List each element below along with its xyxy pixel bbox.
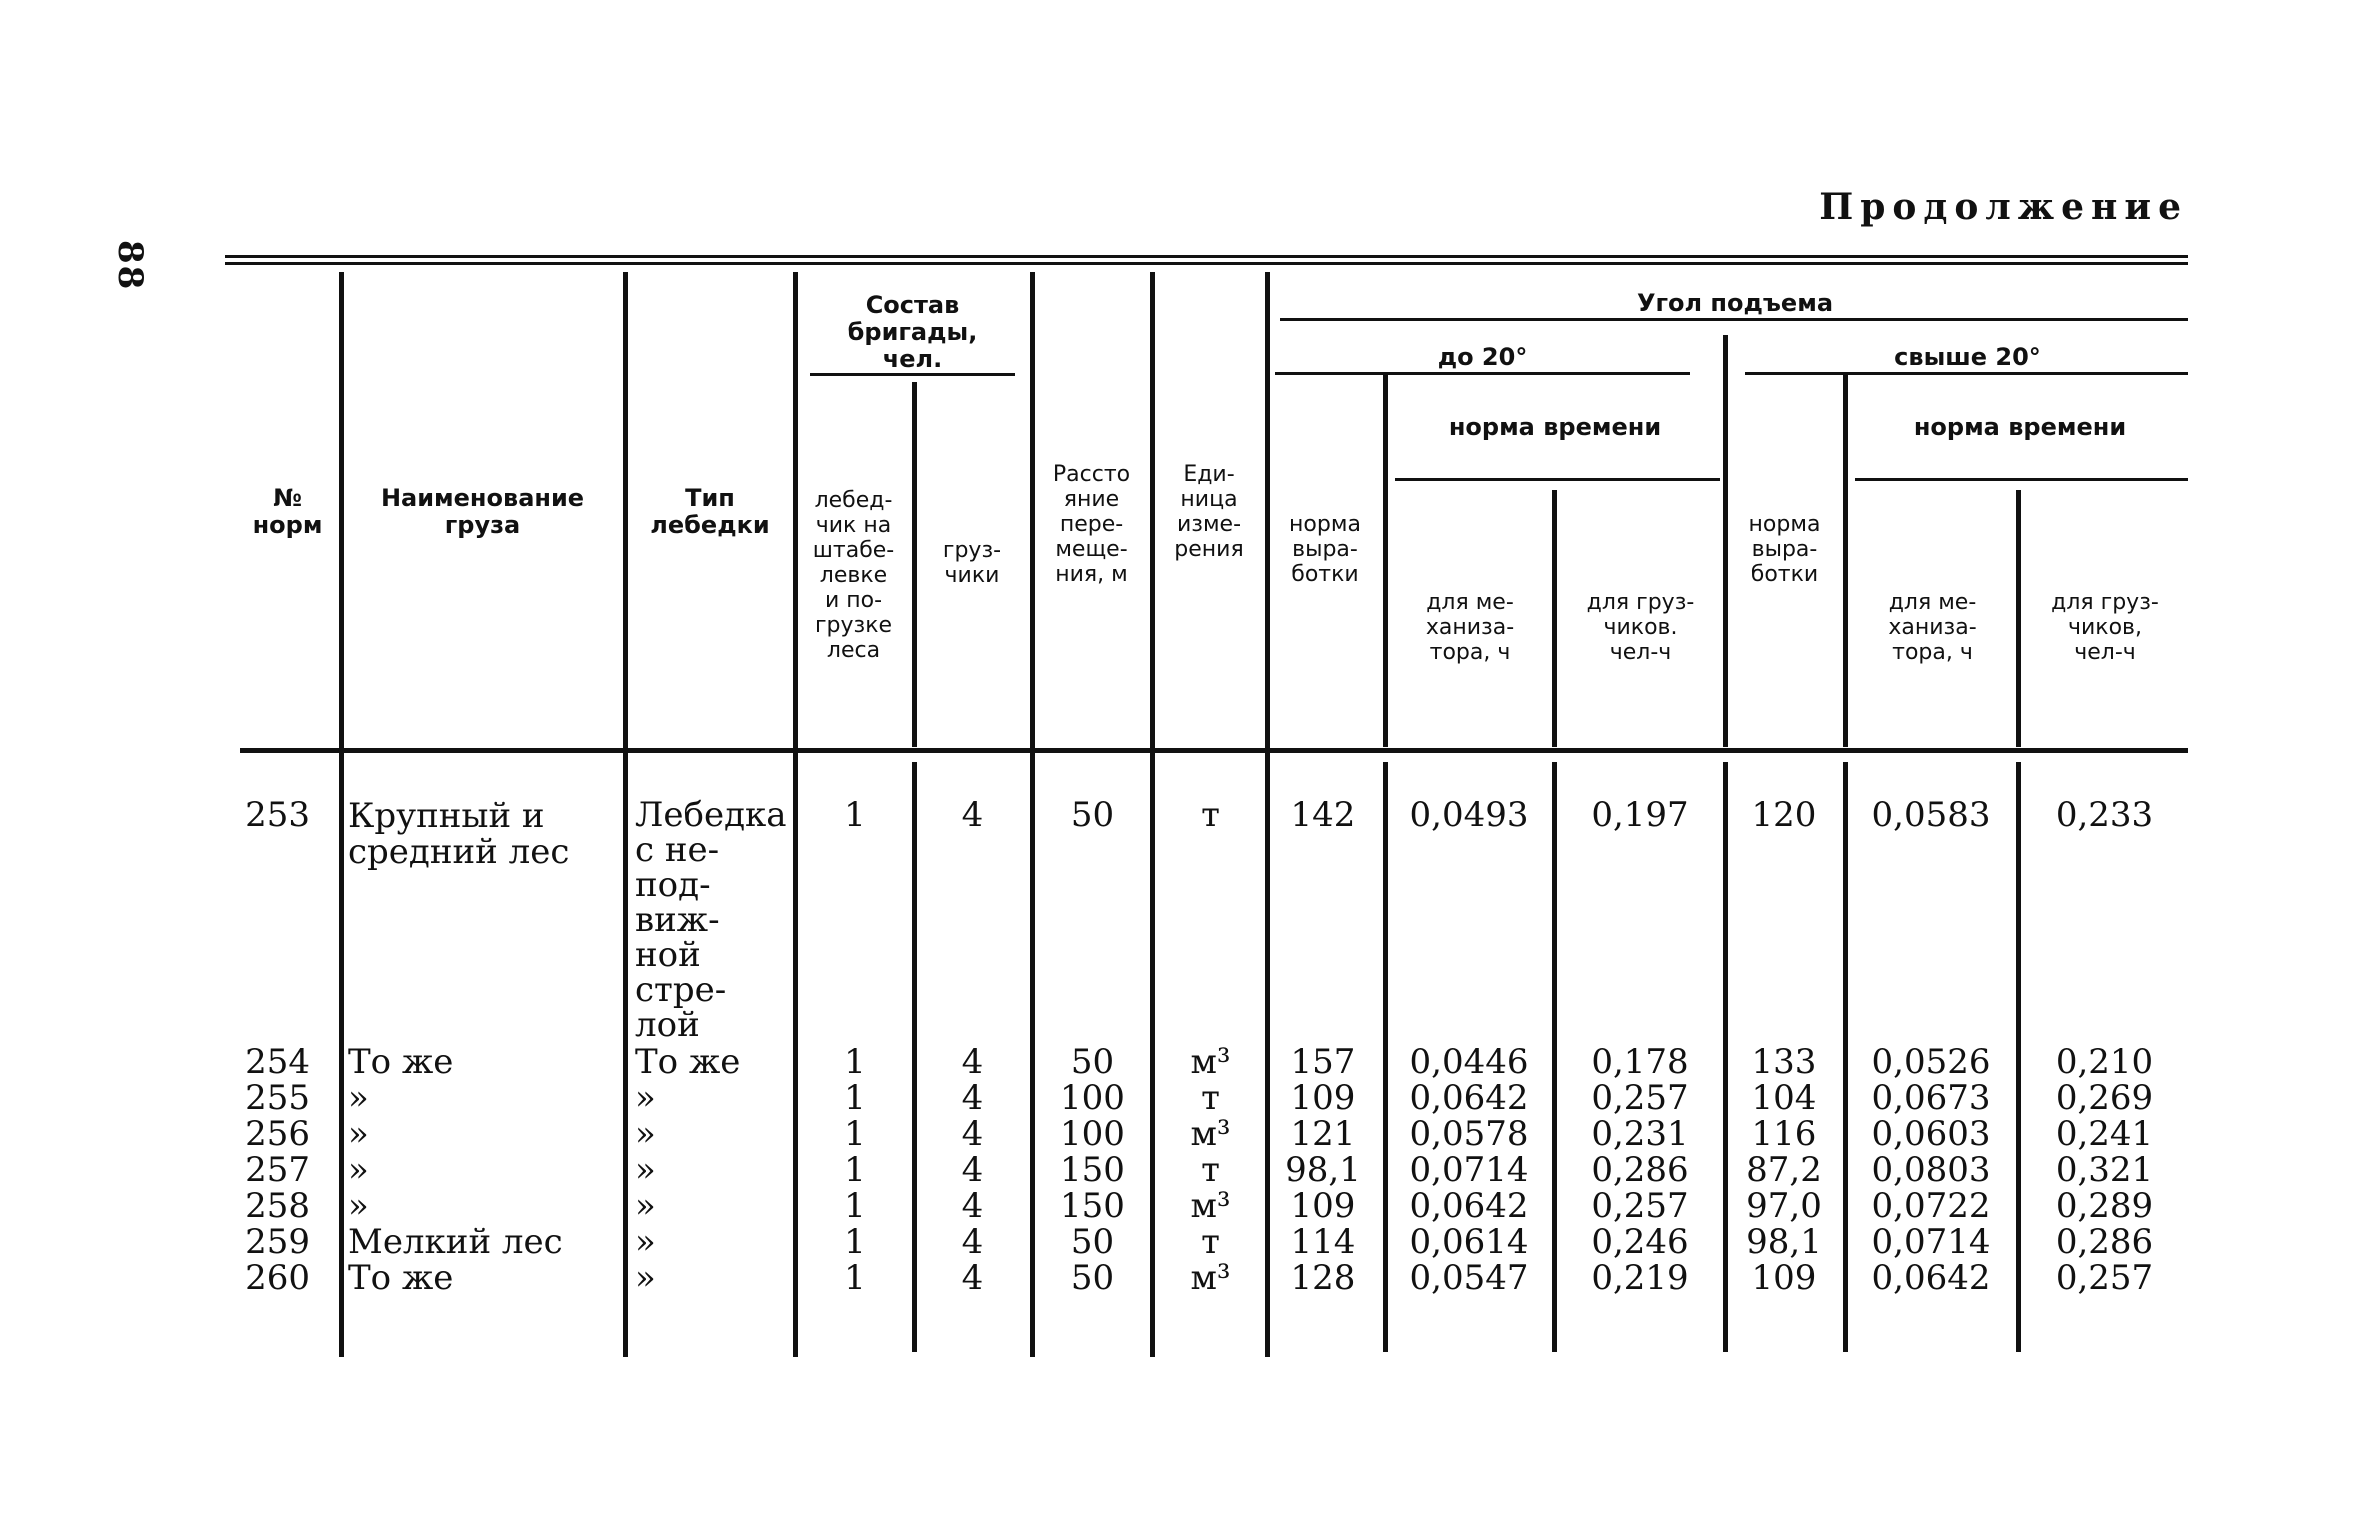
cell-cargo: » bbox=[348, 1186, 369, 1226]
cell-cargo: » bbox=[348, 1078, 369, 1118]
cell-output-over20: 109 bbox=[1751, 1258, 1817, 1298]
cell-distance: 50 bbox=[1070, 1258, 1115, 1298]
cell-crew-loaders: 4 bbox=[961, 1150, 984, 1190]
cell-winch-type: » bbox=[635, 1258, 656, 1298]
col-divider bbox=[1150, 272, 1155, 1357]
table-top-rule bbox=[225, 255, 2188, 265]
header-for-loaders-2: для груз- чиков, чел-ч bbox=[2051, 590, 2159, 665]
cell-norm-no: 255 bbox=[245, 1078, 310, 1118]
col-divider bbox=[1843, 375, 1848, 747]
cell-crew-winch: 1 bbox=[844, 1186, 866, 1226]
cell-output-upto20: 128 bbox=[1290, 1258, 1356, 1298]
cell-mech-over20: 0,0722 bbox=[1871, 1186, 1991, 1226]
header-for-mechanic: для ме- ханиза- тора, ч bbox=[1425, 590, 1515, 665]
header-bottom-rule bbox=[240, 748, 2188, 753]
over20-subrule bbox=[1745, 372, 2188, 375]
cell-output-upto20: 142 bbox=[1290, 795, 1356, 835]
header-crew-loaders: груз- чики bbox=[942, 538, 1002, 588]
cell-mech-over20: 0,0526 bbox=[1871, 1042, 1991, 1082]
cell-output-upto20: 114 bbox=[1290, 1222, 1356, 1262]
cell-cargo: Мелкий лес bbox=[348, 1222, 563, 1262]
cell-mech-over20: 0,0583 bbox=[1871, 795, 1991, 835]
cell-loaders-upto20: 0,246 bbox=[1591, 1222, 1689, 1262]
cell-loaders-upto20: 0,286 bbox=[1591, 1150, 1689, 1190]
cell-mech-upto20: 0,0642 bbox=[1409, 1078, 1529, 1118]
cell-mech-over20: 0,0642 bbox=[1871, 1258, 1991, 1298]
cell-cargo: То же bbox=[348, 1258, 454, 1298]
cell-crew-winch: 1 bbox=[844, 1258, 866, 1298]
header-distance: Рассто яние пере- меще- ния, м bbox=[1052, 462, 1131, 587]
cell-winch-type: » bbox=[635, 1150, 656, 1190]
cell-loaders-over20: 0,257 bbox=[2055, 1258, 2154, 1298]
cell-mech-over20: 0,0673 bbox=[1871, 1078, 1991, 1118]
header-time-norm-2: норма времени bbox=[1913, 413, 2127, 441]
cell-cargo: То же bbox=[348, 1042, 454, 1082]
col-divider bbox=[1843, 762, 1848, 1352]
col-divider bbox=[1030, 272, 1035, 1357]
cell-output-upto20: 109 bbox=[1290, 1078, 1356, 1118]
cell-unit: м³ bbox=[1190, 1186, 1231, 1226]
cell-loaders-over20: 0,210 bbox=[2055, 1042, 2154, 1082]
cell-distance: 50 bbox=[1070, 1222, 1115, 1262]
continuation-label: Продолжение bbox=[1819, 186, 2188, 228]
cell-cargo: Крупный и средний лес bbox=[348, 796, 570, 872]
cell-cargo: » bbox=[348, 1114, 369, 1154]
time-norm-subrule bbox=[1395, 478, 1720, 481]
cell-mech-over20: 0,0603 bbox=[1871, 1114, 1991, 1154]
header-winch-type: Тип лебедки bbox=[650, 484, 770, 539]
cell-mech-upto20: 0,0446 bbox=[1409, 1042, 1529, 1082]
cell-unit: т bbox=[1201, 795, 1220, 835]
col-divider bbox=[1383, 762, 1388, 1352]
header-unit: Еди- ница изме- рения bbox=[1174, 462, 1244, 562]
header-for-loaders: для груз- чиков. чел-ч bbox=[1586, 590, 1695, 665]
cell-distance: 150 bbox=[1060, 1186, 1125, 1226]
cell-mech-over20: 0,0803 bbox=[1871, 1150, 1991, 1190]
cell-crew-winch: 1 bbox=[844, 1042, 866, 1082]
cell-norm-no: 258 bbox=[245, 1186, 310, 1226]
cell-crew-loaders: 4 bbox=[961, 1186, 984, 1226]
cell-unit: т bbox=[1201, 1150, 1220, 1190]
cell-loaders-over20: 0,269 bbox=[2055, 1078, 2154, 1118]
upto20-subrule bbox=[1275, 372, 1690, 375]
cell-crew-winch: 1 bbox=[844, 795, 866, 835]
cell-cargo: » bbox=[348, 1150, 369, 1190]
cell-crew-winch: 1 bbox=[844, 1078, 866, 1118]
cell-loaders-upto20: 0,197 bbox=[1591, 795, 1689, 835]
cell-loaders-upto20: 0,257 bbox=[1591, 1186, 1689, 1226]
cell-norm-no: 257 bbox=[245, 1150, 310, 1190]
cell-crew-loaders: 4 bbox=[961, 1078, 984, 1118]
cell-crew-winch: 1 bbox=[844, 1150, 866, 1190]
col-divider bbox=[2016, 762, 2021, 1352]
cell-unit: т bbox=[1201, 1078, 1220, 1118]
header-output-norm-2: норма выра- ботки bbox=[1748, 512, 1821, 587]
cell-crew-loaders: 4 bbox=[961, 795, 984, 835]
header-lift-angle: Угол подъема bbox=[1636, 289, 1834, 317]
cell-output-upto20: 109 bbox=[1290, 1186, 1356, 1226]
cell-output-over20: 87,2 bbox=[1746, 1150, 1822, 1190]
cell-mech-over20: 0,0714 bbox=[1871, 1222, 1991, 1262]
cell-distance: 50 bbox=[1070, 1042, 1115, 1082]
cell-output-upto20: 98,1 bbox=[1285, 1150, 1361, 1190]
col-divider bbox=[1383, 375, 1388, 747]
col-divider bbox=[912, 762, 917, 1352]
cell-distance: 100 bbox=[1060, 1078, 1125, 1118]
cell-unit: м³ bbox=[1190, 1114, 1231, 1154]
cell-winch-type: » bbox=[635, 1186, 656, 1226]
col-divider bbox=[623, 272, 628, 1357]
cell-loaders-upto20: 0,231 bbox=[1591, 1114, 1689, 1154]
cell-crew-loaders: 4 bbox=[961, 1114, 984, 1154]
cell-norm-no: 260 bbox=[245, 1258, 310, 1298]
cell-loaders-upto20: 0,219 bbox=[1591, 1258, 1689, 1298]
cell-norm-no: 253 bbox=[245, 795, 310, 835]
cell-loaders-over20: 0,286 bbox=[2055, 1222, 2154, 1262]
cell-loaders-over20: 0,233 bbox=[2055, 795, 2154, 835]
cell-crew-loaders: 4 bbox=[961, 1222, 984, 1262]
header-crew-winch-operator: лебед- чик на штабе- левке и по- грузке леса bbox=[812, 488, 895, 663]
time-norm-subrule bbox=[1855, 478, 2188, 481]
cell-norm-no: 259 bbox=[245, 1222, 310, 1262]
cell-norm-no: 256 bbox=[245, 1114, 310, 1154]
cell-crew-loaders: 4 bbox=[961, 1258, 984, 1298]
cell-mech-upto20: 0,0578 bbox=[1409, 1114, 1529, 1154]
cell-distance: 150 bbox=[1060, 1150, 1125, 1190]
page-number: 88 bbox=[110, 240, 150, 292]
cell-mech-upto20: 0,0642 bbox=[1409, 1186, 1529, 1226]
cell-unit: м³ bbox=[1190, 1042, 1231, 1082]
col-divider bbox=[1552, 762, 1557, 1352]
cell-output-upto20: 121 bbox=[1290, 1114, 1356, 1154]
cell-unit: м³ bbox=[1190, 1258, 1231, 1298]
cell-winch-type: » bbox=[635, 1078, 656, 1118]
cell-crew-loaders: 4 bbox=[961, 1042, 984, 1082]
cell-mech-upto20: 0,0714 bbox=[1409, 1150, 1529, 1190]
header-cargo: Наименование груза bbox=[380, 484, 585, 539]
cell-distance: 100 bbox=[1060, 1114, 1125, 1154]
cell-winch-type: Лебедка с не- под- виж- ной стре- лой bbox=[635, 795, 787, 1045]
header-norm-no: № норм bbox=[252, 484, 323, 539]
cell-output-over20: 120 bbox=[1751, 795, 1817, 835]
cell-output-over20: 104 bbox=[1751, 1078, 1817, 1118]
col-divider bbox=[2016, 490, 2021, 747]
cell-winch-type: » bbox=[635, 1222, 656, 1262]
cell-loaders-over20: 0,321 bbox=[2055, 1150, 2154, 1190]
header-for-mechanic-2: для ме- ханиза- тора, ч bbox=[1888, 590, 1977, 665]
cell-mech-upto20: 0,0493 bbox=[1409, 795, 1529, 835]
col-divider bbox=[1552, 490, 1557, 747]
angle-subrule bbox=[1280, 318, 2188, 321]
cell-crew-winch: 1 bbox=[844, 1114, 866, 1154]
cell-output-over20: 98,1 bbox=[1746, 1222, 1822, 1262]
col-divider bbox=[793, 272, 798, 1357]
cell-output-over20: 116 bbox=[1751, 1114, 1817, 1154]
cell-winch-type: То же bbox=[635, 1042, 741, 1082]
cell-output-upto20: 157 bbox=[1290, 1042, 1356, 1082]
cell-mech-upto20: 0,0614 bbox=[1409, 1222, 1529, 1262]
cell-loaders-upto20: 0,178 bbox=[1591, 1042, 1689, 1082]
header-crew: Состав бригады, чел. bbox=[847, 291, 978, 373]
cell-unit: т bbox=[1201, 1222, 1220, 1262]
cell-output-over20: 97,0 bbox=[1746, 1186, 1822, 1226]
cell-loaders-over20: 0,241 bbox=[2055, 1114, 2154, 1154]
cell-norm-no: 254 bbox=[245, 1042, 310, 1082]
cell-winch-type: » bbox=[635, 1114, 656, 1154]
header-time-norm: норма времени bbox=[1448, 413, 1662, 441]
cell-output-over20: 133 bbox=[1751, 1042, 1817, 1082]
crew-subrule bbox=[810, 373, 1015, 376]
header-over-20: свыше 20° bbox=[1894, 343, 2041, 371]
header-upto-20: до 20° bbox=[1437, 343, 1528, 371]
cell-loaders-over20: 0,289 bbox=[2055, 1186, 2154, 1226]
header-output-norm: норма выра- ботки bbox=[1289, 512, 1361, 587]
cell-loaders-upto20: 0,257 bbox=[1591, 1078, 1689, 1118]
cell-crew-winch: 1 bbox=[844, 1222, 866, 1262]
col-divider bbox=[339, 272, 344, 1357]
cell-distance: 50 bbox=[1070, 795, 1115, 835]
cell-mech-upto20: 0,0547 bbox=[1409, 1258, 1529, 1298]
